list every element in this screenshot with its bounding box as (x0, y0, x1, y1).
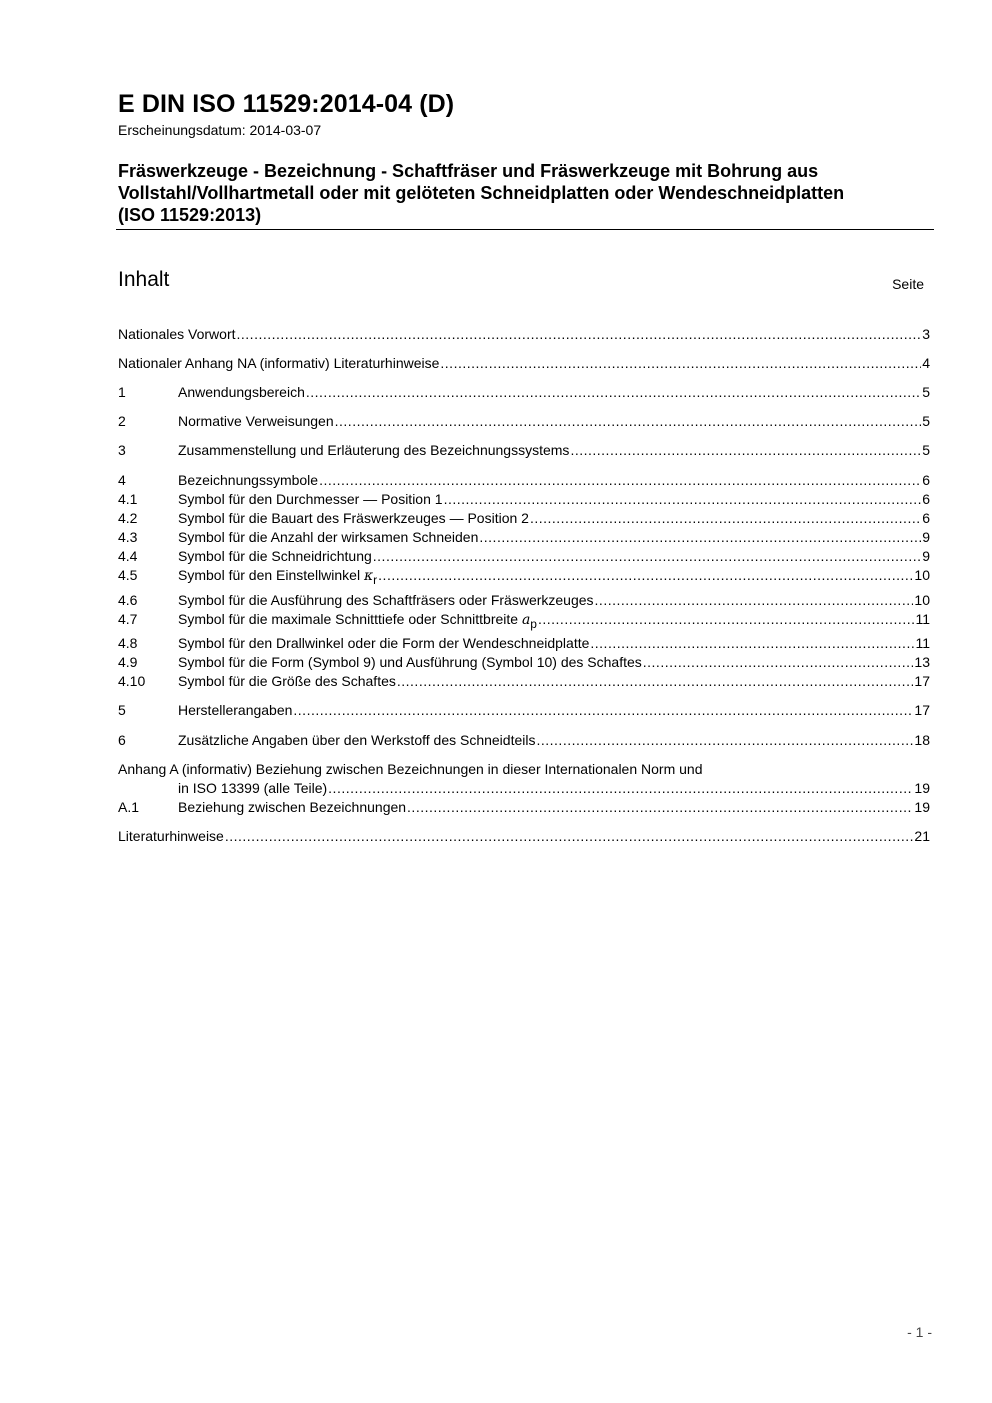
toc-leader (643, 653, 914, 672)
toc-entry-page: 9 (922, 548, 930, 564)
title-line: (ISO 11529:2013) (118, 205, 262, 225)
toc-entry-label: Symbol für die Größe des Schaftes (178, 673, 396, 689)
toc-entry-label: Literaturhinweise (333, 355, 440, 371)
title-line: Fräswerkzeuge - Bezeichnung - Schaftfräser und Fräswerkzeuge mit Bohrung aus (118, 161, 819, 181)
toc-entry-number: 4.9 (118, 654, 138, 670)
toc-entry-label: Symbol für den Durchmesser — Position 1 (178, 491, 443, 507)
toc-entry-label: Symbol für die Form (Symbol 9) und Ausführung (Symbol 10) des Schaftes (178, 654, 642, 670)
toc-entry[interactable] (118, 412, 930, 431)
toc-entry-number: 4.5 (118, 567, 138, 583)
toc-leader (328, 779, 913, 798)
toc-entry-page: 10 (914, 592, 930, 608)
toc-entry-page: 9 (922, 529, 930, 545)
toc-entry-label: Symbol für die Schneidrichtung (178, 548, 372, 564)
toc-leader (536, 731, 913, 750)
toc-entry-page: 13 (914, 654, 930, 670)
toc-entry-label: Nationaler Anhang NA (118, 355, 256, 371)
toc-entry-page: 3 (922, 326, 930, 342)
toc-entry[interactable] (118, 798, 930, 817)
toc-entry[interactable] (118, 441, 930, 460)
toc-entry-number: 3 (118, 442, 126, 458)
toc-entry-number: 4.10 (118, 673, 146, 689)
toc-entry[interactable] (118, 653, 930, 672)
toc-entry-page: 17 (914, 702, 930, 718)
toc-entry-label: Anhang A (118, 761, 178, 777)
toc-entry-number: 4.2 (118, 510, 138, 526)
toc-entry-number: A.1 (118, 799, 140, 815)
toc-leader (306, 383, 921, 402)
toc-entry[interactable] (118, 383, 930, 402)
toc-leader (293, 701, 913, 720)
symbol-kappa: κ (363, 568, 374, 584)
toc-entry-page: 17 (914, 673, 930, 689)
toc-leader (590, 634, 914, 653)
toc-informative-tag: (informativ) (181, 761, 252, 777)
toc-leader (570, 441, 921, 460)
toc-entry-page: 4 (922, 355, 930, 371)
toc-entry[interactable] (118, 591, 930, 610)
toc-entry-page: 6 (922, 510, 930, 526)
toc-leader (378, 566, 913, 585)
toc-entry-number: 4 (118, 472, 126, 488)
toc-entry-label: Symbol für die maximale Schnitttiefe oder Schnittbreite (178, 611, 519, 627)
toc-leader (237, 325, 922, 344)
toc-entry[interactable] (118, 547, 930, 566)
toc-leader (595, 591, 914, 610)
toc-entry-label: Herstellerangaben (178, 702, 293, 718)
toc-entry[interactable] (118, 325, 930, 344)
toc-leader (444, 490, 922, 509)
toc-entry[interactable] (118, 509, 930, 528)
toc-entry-page: 18 (914, 732, 930, 748)
toc-entry[interactable] (118, 701, 930, 720)
toc-entry-annex-heading[interactable] (118, 760, 930, 779)
toc-entry-label: Nationales Vorwort (118, 326, 236, 342)
toc-entry-label: Symbol für den Drallwinkel oder die Form der Wendeschneidplatte (178, 635, 590, 651)
toc-entry-label: Beziehung zwischen Bezeichnungen (178, 799, 407, 815)
toc-entry[interactable] (118, 566, 930, 585)
toc-leader (407, 798, 913, 817)
toc-entry[interactable] (118, 672, 930, 691)
toc-entry-number: 2 (118, 413, 126, 429)
toc-leader (373, 547, 921, 566)
toc-leader (440, 354, 921, 373)
toc-entry-page: 19 (914, 799, 930, 815)
toc-leader (530, 509, 921, 528)
toc-entry[interactable] (118, 634, 930, 653)
toc-entry-page: 6 (922, 491, 930, 507)
symbol-a: a (521, 612, 531, 628)
toc-entry[interactable] (118, 610, 930, 629)
toc-entry-label: Zusätzliche Angaben über den Werkstoff des Schneidteils (178, 732, 536, 748)
toc-entry-number: 4.8 (118, 635, 138, 651)
toc-entry-page: 19 (914, 780, 930, 796)
toc-leader (225, 827, 914, 846)
document-id: E DIN ISO 11529:2014-04 (D) (118, 90, 455, 118)
toc-entry-number: 4.1 (118, 491, 138, 507)
toc-entry-label: Bezeichnungssymbole (178, 472, 319, 488)
publication-date: Erscheinungsdatum: 2014-03-07 (118, 122, 322, 138)
toc-entry-page: 11 (915, 635, 930, 651)
toc-entry[interactable] (118, 827, 930, 846)
toc-entry-page: 11 (915, 611, 930, 627)
toc-entry-label: Symbol für die Bauart des Fräswerkzeuges — Position 2 (178, 510, 529, 526)
symbol-subscript: r (373, 573, 378, 587)
toc-entry-label: in ISO 13399 (alle Teile) (178, 780, 328, 796)
toc-entry-page: 6 (922, 472, 930, 488)
toc-entry-number: 4.3 (118, 529, 138, 545)
toc-entry-label: Zusammenstellung und Erläuterung des Bezeichnungssystems (178, 442, 570, 458)
toc-heading: Inhalt (118, 268, 170, 291)
toc-entry-number: 4.4 (118, 548, 138, 564)
table-of-contents (118, 0, 930, 1403)
toc-leader (397, 672, 914, 691)
toc-entry-page: 5 (922, 413, 930, 429)
toc-leader (335, 412, 922, 431)
toc-entry[interactable] (118, 471, 930, 490)
toc-entry[interactable] (118, 490, 930, 509)
toc-entry-number: 5 (118, 702, 126, 718)
page-number: - 1 - (907, 1324, 932, 1340)
toc-entry-label: Literaturhinweise (118, 828, 224, 844)
toc-entry-number: 6 (118, 732, 126, 748)
toc-entry-number: 4.6 (118, 592, 138, 608)
toc-entry-page: 10 (914, 567, 930, 583)
toc-entry-number: 1 (118, 384, 126, 400)
title-line: Vollstahl/Vollhartmetall oder mit gelöteten Schneidplatten oder Wendeschneidplatten (118, 183, 845, 203)
toc-entry-label: Symbol für den Einstellwinkel (178, 567, 361, 583)
toc-entry-label: Symbol für die Ausführung des Schaftfräsers oder Fräswerkzeuges (178, 592, 594, 608)
toc-leader (319, 471, 921, 490)
toc-entry[interactable] (118, 528, 930, 547)
toc-entry[interactable] (118, 354, 930, 373)
toc-entry-page: 5 (922, 442, 930, 458)
toc-informative-tag: (informativ) (259, 355, 330, 371)
symbol-subscript: p (530, 617, 537, 631)
toc-entry-page: 5 (922, 384, 930, 400)
toc-entry-label: Symbol für die Anzahl der wirksamen Schneiden (178, 529, 479, 545)
toc-leader (479, 528, 921, 547)
toc-entry-label: Beziehung zwischen Bezeichnungen in dieser Internationalen Norm und (255, 761, 703, 777)
toc-entry-page: 21 (914, 828, 930, 844)
toc-entry-label: Anwendungsbereich (178, 384, 305, 400)
toc-page-column-label: Seite (892, 276, 924, 292)
toc-entry[interactable] (118, 731, 930, 750)
toc-leader (538, 610, 914, 629)
toc-entry-number: 4.7 (118, 611, 138, 627)
toc-entry[interactable] (118, 779, 930, 798)
toc-entry-label: Normative Verweisungen (178, 413, 334, 429)
